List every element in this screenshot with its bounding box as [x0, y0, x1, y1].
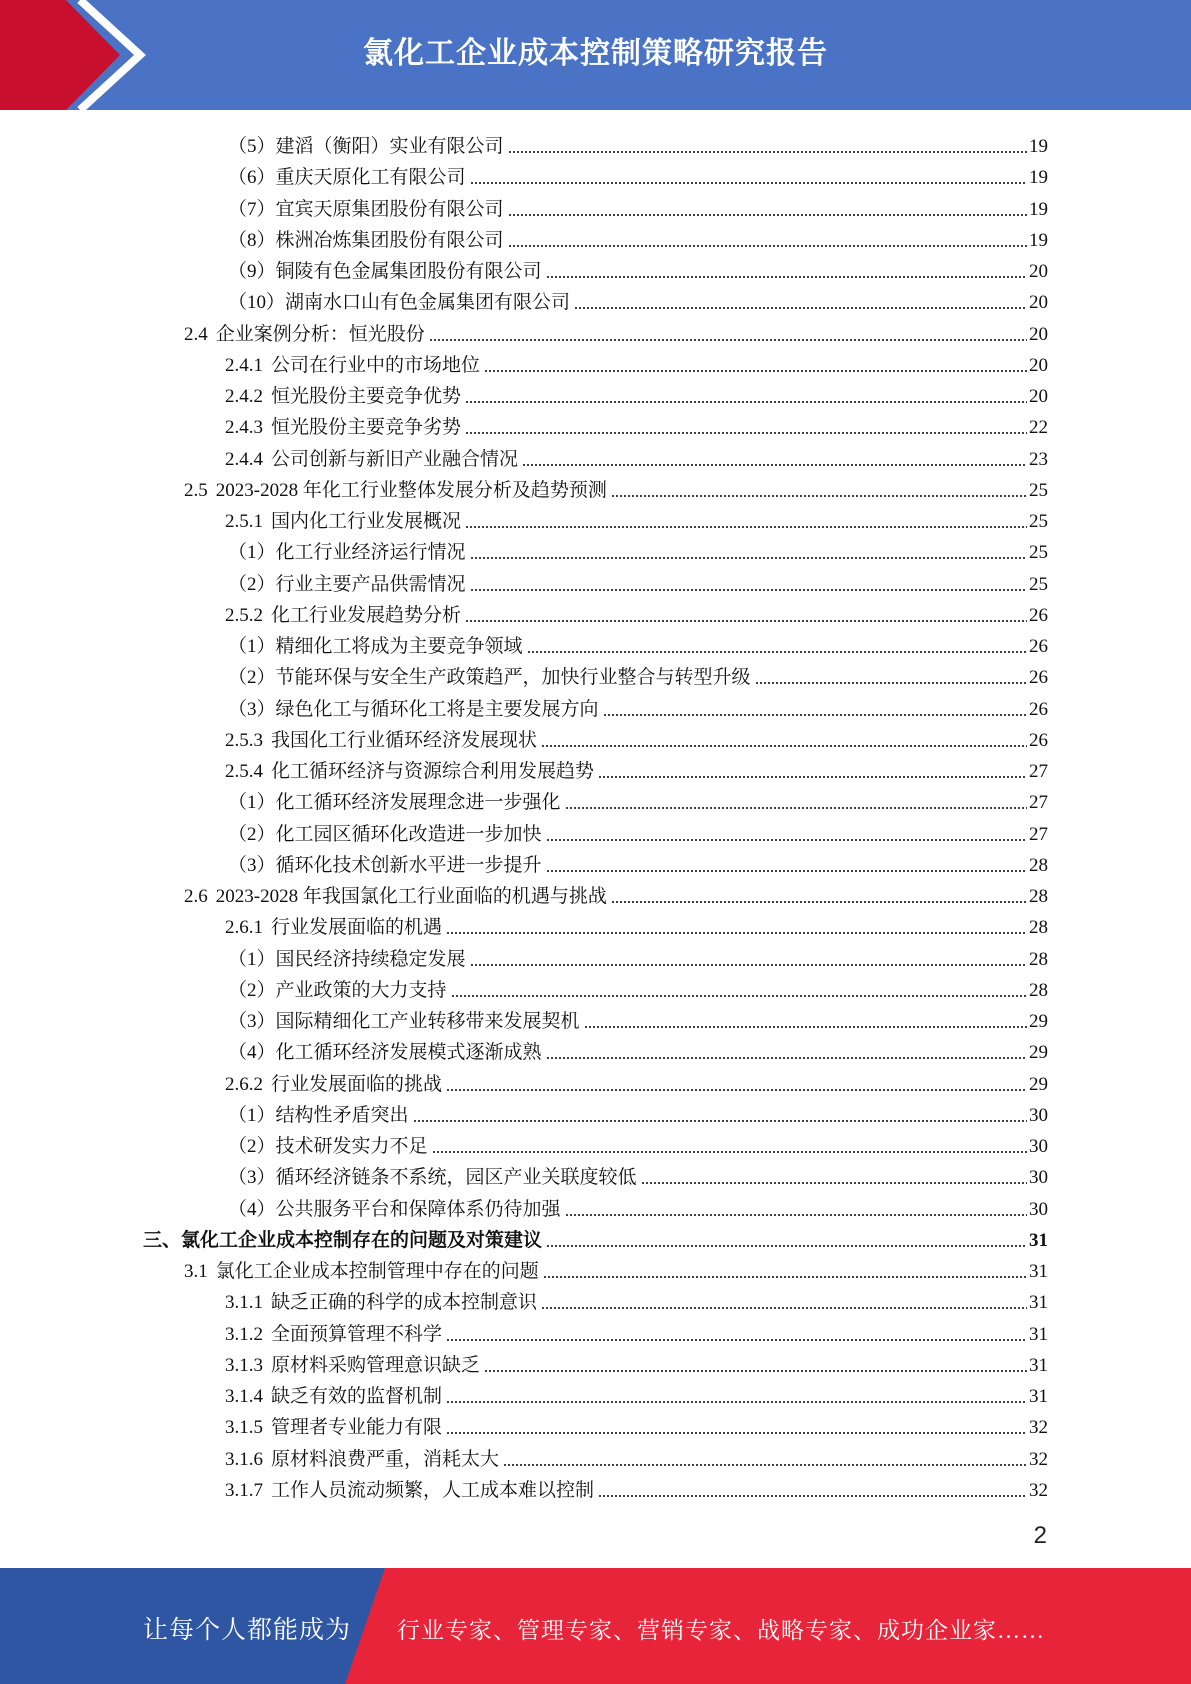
toc-entry-number: （5）	[228, 136, 276, 157]
toc-entry-page: 31	[1029, 1355, 1048, 1376]
toc-entry-page: 26	[1029, 667, 1048, 688]
toc-entry-page: 30	[1029, 1136, 1048, 1157]
toc-entry-page: 29	[1029, 1042, 1048, 1063]
toc-entry-title: 2023-2028 年我国氯化工行业面临的机遇与挑战	[215, 886, 607, 907]
toc-entry-page: 20	[1029, 292, 1048, 313]
toc-entry-number: （9）	[228, 261, 276, 282]
toc-entry[interactable]	[225, 1377, 1048, 1408]
toc-entry[interactable]	[225, 408, 1048, 439]
toc-entry-number: 2.5.4	[225, 761, 263, 782]
toc-entry[interactable]	[225, 1408, 1048, 1439]
toc-entry-page: 20	[1029, 324, 1048, 345]
toc-entry-title: 节能环保与安全生产政策趋严，加快行业整合与转型升级	[275, 667, 751, 688]
footer-slogan-left: 让每个人都能成为	[143, 1617, 352, 1644]
toc-entry-title: 全面预算管理不科学	[271, 1324, 443, 1345]
toc-dot-leader	[446, 1070, 1027, 1092]
toc-entry-title: 公司在行业中的市场地位	[271, 355, 481, 376]
toc-entry-title: 株洲冶炼集团股份有限公司	[275, 230, 504, 251]
toc-entry-number: 3.1.2	[225, 1324, 263, 1345]
toc-entry-page: 19	[1029, 136, 1048, 157]
toc-entry-title: 铜陵有色金属集团股份有限公司	[275, 261, 542, 282]
toc-dot-leader	[503, 1445, 1027, 1467]
toc-entry-title: 化工园区循环化改造进一步加快	[275, 824, 542, 845]
toc-dot-leader	[508, 132, 1027, 154]
toc-dot-leader	[465, 413, 1027, 435]
toc-entry-title: 产业政策的大力支持	[275, 980, 447, 1001]
toc-entry-number: （1）	[228, 792, 276, 813]
toc-dot-leader	[470, 570, 1027, 592]
toc-dot-leader	[470, 163, 1027, 185]
toc-entry-title: 恒光股份主要竞争优势	[271, 386, 462, 407]
toc-entry-title: 缺乏有效的监督机制	[271, 1386, 443, 1407]
toc-dot-leader	[546, 257, 1027, 279]
toc-entry-page: 19	[1029, 167, 1048, 188]
toc-entry-number: （3）	[228, 699, 276, 720]
toc-entry[interactable]	[225, 721, 1048, 752]
toc-entry[interactable]	[228, 221, 1048, 252]
toc-dot-leader	[598, 1476, 1027, 1498]
toc-entry[interactable]	[225, 440, 1048, 471]
toc-entry-number: （2）	[228, 574, 276, 595]
toc-entry-title: 恒光股份主要竞争劣势	[271, 417, 462, 438]
toc-entry-number: 3.1	[184, 1261, 208, 1282]
toc-entry[interactable]	[225, 752, 1048, 783]
toc-entry[interactable]	[225, 1315, 1048, 1346]
toc-dot-leader	[470, 945, 1027, 967]
toc-entry-title: 化工循环经济与资源综合利用发展趋势	[271, 761, 595, 782]
toc-entry-number: 2.4.2	[225, 386, 263, 407]
toc-entry[interactable]	[228, 190, 1048, 221]
toc-entry-number: （6）	[228, 167, 276, 188]
toc-entry-title: 公共服务平台和保障体系仍待加强	[275, 1199, 561, 1220]
toc-entry[interactable]	[228, 690, 1048, 721]
toc-dot-leader	[611, 882, 1027, 904]
toc-entry[interactable]	[225, 1471, 1048, 1502]
toc-entry-title: 化工行业发展趋势分析	[271, 605, 462, 626]
toc-dot-leader	[611, 476, 1027, 498]
toc-dot-leader	[546, 851, 1027, 873]
toc-entry[interactable]	[225, 1065, 1048, 1096]
toc-entry-title: 技术研发实力不足	[275, 1136, 428, 1157]
toc-entry[interactable]	[228, 252, 1048, 283]
toc-entry-title: 管理者专业能力有限	[271, 1417, 443, 1438]
toc-entry[interactable]	[228, 283, 1048, 314]
toc-entry[interactable]	[228, 940, 1048, 971]
toc-entry-number: 3.1.1	[225, 1292, 263, 1313]
toc-entry-page: 32	[1029, 1480, 1048, 1501]
toc-entry[interactable]	[228, 158, 1048, 189]
toc-dot-leader	[546, 820, 1027, 842]
toc-dot-leader	[446, 1413, 1027, 1435]
toc-entry-number: （1）	[228, 949, 276, 970]
toc-entry-number: （1）	[228, 1105, 276, 1126]
toc-entry-page: 28	[1029, 917, 1048, 938]
toc-entry[interactable]	[225, 346, 1048, 377]
toc-entry-number: 2.4	[184, 324, 208, 345]
toc-entry[interactable]	[228, 658, 1048, 689]
toc-dot-leader	[465, 382, 1027, 404]
toc-dot-leader	[755, 663, 1027, 685]
toc-entry-number: 2.5.2	[225, 605, 263, 626]
toc-entry-number: （2）	[228, 1136, 276, 1157]
toc-entry-number: （4）	[228, 1042, 276, 1063]
toc-entry-page: 27	[1029, 792, 1048, 813]
toc-entry-page: 26	[1029, 699, 1048, 720]
toc-dot-leader	[508, 195, 1027, 217]
toc-entry[interactable]	[228, 783, 1048, 814]
toc-entry-number: 2.5	[184, 480, 208, 501]
toc-entry-title: 化工循环经济发展模式逐渐成熟	[275, 1042, 542, 1063]
toc-entry-number: 2.4.1	[225, 355, 263, 376]
toc-entry-title: 建滔（衡阳）实业有限公司	[275, 136, 504, 157]
toc-entry[interactable]	[228, 127, 1048, 158]
toc-dot-leader	[432, 1132, 1027, 1154]
toc-entry-title: 循环经济链条不系统，园区产业关联度较低	[275, 1167, 637, 1188]
toc-entry[interactable]	[228, 1002, 1048, 1033]
toc-entry-page: 25	[1029, 511, 1048, 532]
toc-entry-title: 循环化技术创新水平进一步提升	[275, 855, 542, 876]
toc-entry-page: 19	[1029, 230, 1048, 251]
toc-entry-page: 28	[1029, 886, 1048, 907]
toc-dot-leader	[446, 913, 1027, 935]
toc-entry-title: 原材料浪费严重，消耗太大	[271, 1449, 500, 1470]
toc-entry-title: 国际精细化工产业转移带来发展契机	[275, 1011, 580, 1032]
toc-entry-page: 25	[1029, 542, 1048, 563]
toc-entry-title: 公司创新与新旧产业融合情况	[271, 449, 519, 470]
toc-entry-page: 26	[1029, 730, 1048, 751]
toc-entry-title: 行业主要产品供需情况	[275, 574, 466, 595]
toc-entry-page: 29	[1029, 1011, 1048, 1032]
toc-entry-number: （3）	[228, 855, 276, 876]
toc-dot-leader	[508, 226, 1027, 248]
toc-entry-page: 23	[1029, 449, 1048, 470]
toc-entry-page: 31	[1029, 1292, 1048, 1313]
toc-entry-number: 3.1.6	[225, 1449, 263, 1470]
toc-entry-title: 2023-2028 年化工行业整体发展分析及趋势预测	[215, 480, 607, 501]
toc-entry-title: 企业案例分析：恒光股份	[215, 324, 425, 345]
toc-entry-page: 31	[1029, 1324, 1048, 1345]
toc-dot-leader	[527, 632, 1027, 654]
toc-entry-page: 25	[1029, 480, 1048, 501]
toc-entry-number: 2.6.2	[225, 1074, 263, 1095]
toc-entry-title: 化工循环经济发展理念进一步强化	[275, 792, 561, 813]
toc-entry-number: 2.4.3	[225, 417, 263, 438]
toc-entry-page: 31	[1029, 1230, 1048, 1251]
toc-entry-title: 氯化工企业成本控制存在的问题及对策建议	[181, 1230, 543, 1251]
toc-entry-title: 我国化工行业循环经济发展现状	[271, 730, 538, 751]
toc-entry-number: （3）	[228, 1011, 276, 1032]
toc-entry-page: 28	[1029, 949, 1048, 970]
toc-dot-leader	[574, 288, 1027, 310]
toc-dot-leader	[446, 1320, 1027, 1342]
toc-entry-title: 缺乏正确的科学的成本控制意识	[271, 1292, 538, 1313]
toc-entry-number: 2.6	[184, 886, 208, 907]
toc-dot-leader	[522, 445, 1027, 467]
toc-entry[interactable]	[228, 815, 1048, 846]
toc-entry[interactable]	[228, 1190, 1048, 1221]
toc-entry[interactable]	[228, 1033, 1048, 1064]
toc-dot-leader	[429, 320, 1027, 342]
toc-entry-title: 氯化工企业成本控制管理中存在的问题	[215, 1261, 539, 1282]
toc-entry-page: 19	[1029, 199, 1048, 220]
toc-dot-leader	[565, 788, 1027, 810]
report-title: 氯化工企业成本控制策略研究报告	[363, 36, 828, 71]
toc-entry-number: 3.1.4	[225, 1386, 263, 1407]
toc-entry-title: 行业发展面临的机遇	[271, 917, 443, 938]
toc-dot-leader	[470, 538, 1027, 560]
toc-entry-page: 30	[1029, 1105, 1048, 1126]
toc-entry-number: 2.5.1	[225, 511, 263, 532]
toc-entry-title: 原材料采购管理意识缺乏	[271, 1355, 481, 1376]
toc-dot-leader	[543, 1257, 1027, 1279]
toc-entry[interactable]	[143, 1221, 1048, 1252]
toc-dot-leader	[541, 726, 1027, 748]
toc-entry[interactable]	[228, 971, 1048, 1002]
toc-entry-number: 2.4.4	[225, 449, 263, 470]
toc-dot-leader	[546, 1226, 1027, 1248]
toc-entry-page: 20	[1029, 355, 1048, 376]
toc-entry-title: 国内化工行业发展概况	[271, 511, 462, 532]
toc-entry-number: （2）	[228, 824, 276, 845]
toc-entry[interactable]	[228, 1127, 1048, 1158]
toc-entry-page: 32	[1029, 1449, 1048, 1470]
toc-entry-number: （1）	[228, 636, 276, 657]
toc-entry-number: （7）	[228, 199, 276, 220]
toc-entry-title: 国民经济持续稳定发展	[275, 949, 466, 970]
toc-entry[interactable]	[225, 1440, 1048, 1471]
toc-entry-title: 精细化工将成为主要竞争领域	[275, 636, 523, 657]
toc-dot-leader	[413, 1101, 1027, 1123]
toc-entry-number: （4）	[228, 1199, 276, 1220]
toc-entry[interactable]	[228, 627, 1048, 658]
toc-dot-leader	[451, 976, 1027, 998]
toc-entry-title: 行业发展面临的挑战	[271, 1074, 443, 1095]
toc-entry[interactable]	[225, 908, 1048, 939]
toc-entry[interactable]	[184, 1252, 1048, 1283]
toc-dot-leader	[465, 601, 1027, 623]
toc-dot-leader	[484, 351, 1027, 373]
toc-dot-leader	[465, 507, 1027, 529]
toc-entry-page: 29	[1029, 1074, 1048, 1095]
toc-entry-number: （2）	[228, 980, 276, 1001]
toc-entry-title: 宜宾天原集团股份有限公司	[275, 199, 504, 220]
toc-entry-page: 20	[1029, 386, 1048, 407]
toc-entry-number: 3.1.7	[225, 1480, 263, 1501]
toc-entry-page: 26	[1029, 605, 1048, 626]
toc-entry-number: 3.1.5	[225, 1417, 263, 1438]
toc-dot-leader	[446, 1382, 1027, 1404]
toc-entry-number: （3）	[228, 1167, 276, 1188]
toc-dot-leader	[484, 1351, 1027, 1373]
toc-dot-leader	[584, 1007, 1027, 1029]
toc-entry-number: （1）	[228, 542, 276, 563]
toc-entry-number: （10）	[228, 292, 286, 313]
toc-entry[interactable]	[228, 846, 1048, 877]
page-footer	[0, 1568, 1191, 1684]
toc-dot-leader	[603, 695, 1027, 717]
toc-dot-leader	[641, 1163, 1027, 1185]
toc-entry-page: 31	[1029, 1386, 1048, 1407]
toc-entry-page: 20	[1029, 261, 1048, 282]
toc-entry-number: 2.5.3	[225, 730, 263, 751]
toc-entry-page: 27	[1029, 824, 1048, 845]
page-header	[0, 0, 1191, 110]
toc-entry-number: 三、	[143, 1230, 182, 1251]
toc-dot-leader	[541, 1288, 1027, 1310]
toc-entry-title: 绿色化工与循环化工将是主要发展方向	[275, 699, 599, 720]
toc-entry-number: 2.6.1	[225, 917, 263, 938]
footer-slogan-right: 行业专家、管理专家、营销专家、战略专家、成功企业家……	[397, 1618, 1045, 1643]
toc-entry-page: 22	[1029, 417, 1048, 438]
toc-entry[interactable]	[225, 596, 1048, 627]
toc-dot-leader	[598, 757, 1027, 779]
toc-entry-title: 工作人员流动频繁，人工成本难以控制	[271, 1480, 595, 1501]
toc-entry-number: （8）	[228, 230, 276, 251]
toc-entry-page: 25	[1029, 574, 1048, 595]
toc-entry-page: 30	[1029, 1199, 1048, 1220]
toc-entry[interactable]	[228, 1158, 1048, 1189]
toc-entry-page: 26	[1029, 636, 1048, 657]
toc-entry-title: 结构性矛盾突出	[275, 1105, 409, 1126]
toc-entry[interactable]	[228, 565, 1048, 596]
toc-entry-page: 28	[1029, 855, 1048, 876]
toc-entry-title: 重庆天原化工有限公司	[275, 167, 466, 188]
toc-dot-leader	[546, 1038, 1027, 1060]
toc-entry-number: 3.1.3	[225, 1355, 263, 1376]
toc-entry-title: 化工行业经济运行情况	[275, 542, 466, 563]
toc-entry-page: 32	[1029, 1417, 1048, 1438]
toc-entry[interactable]	[228, 533, 1048, 564]
toc-entry[interactable]	[225, 502, 1048, 533]
page-number: 2	[1033, 1522, 1047, 1549]
toc-entry[interactable]	[184, 471, 1048, 502]
toc-entry[interactable]	[225, 1283, 1048, 1314]
toc-entry-number: （2）	[228, 667, 276, 688]
toc-entry[interactable]	[225, 1346, 1048, 1377]
toc-entry-page: 27	[1029, 761, 1048, 782]
toc-entry-title: 湖南水口山有色金属集团有限公司	[285, 292, 571, 313]
toc-entry[interactable]	[228, 1096, 1048, 1127]
toc-entry[interactable]	[184, 877, 1048, 908]
toc-entry-page: 28	[1029, 980, 1048, 1001]
toc-entry[interactable]	[225, 377, 1048, 408]
toc-entry-page: 30	[1029, 1167, 1048, 1188]
toc-entry-page: 31	[1029, 1261, 1048, 1282]
toc-entry[interactable]	[184, 315, 1048, 346]
toc-dot-leader	[565, 1195, 1027, 1217]
